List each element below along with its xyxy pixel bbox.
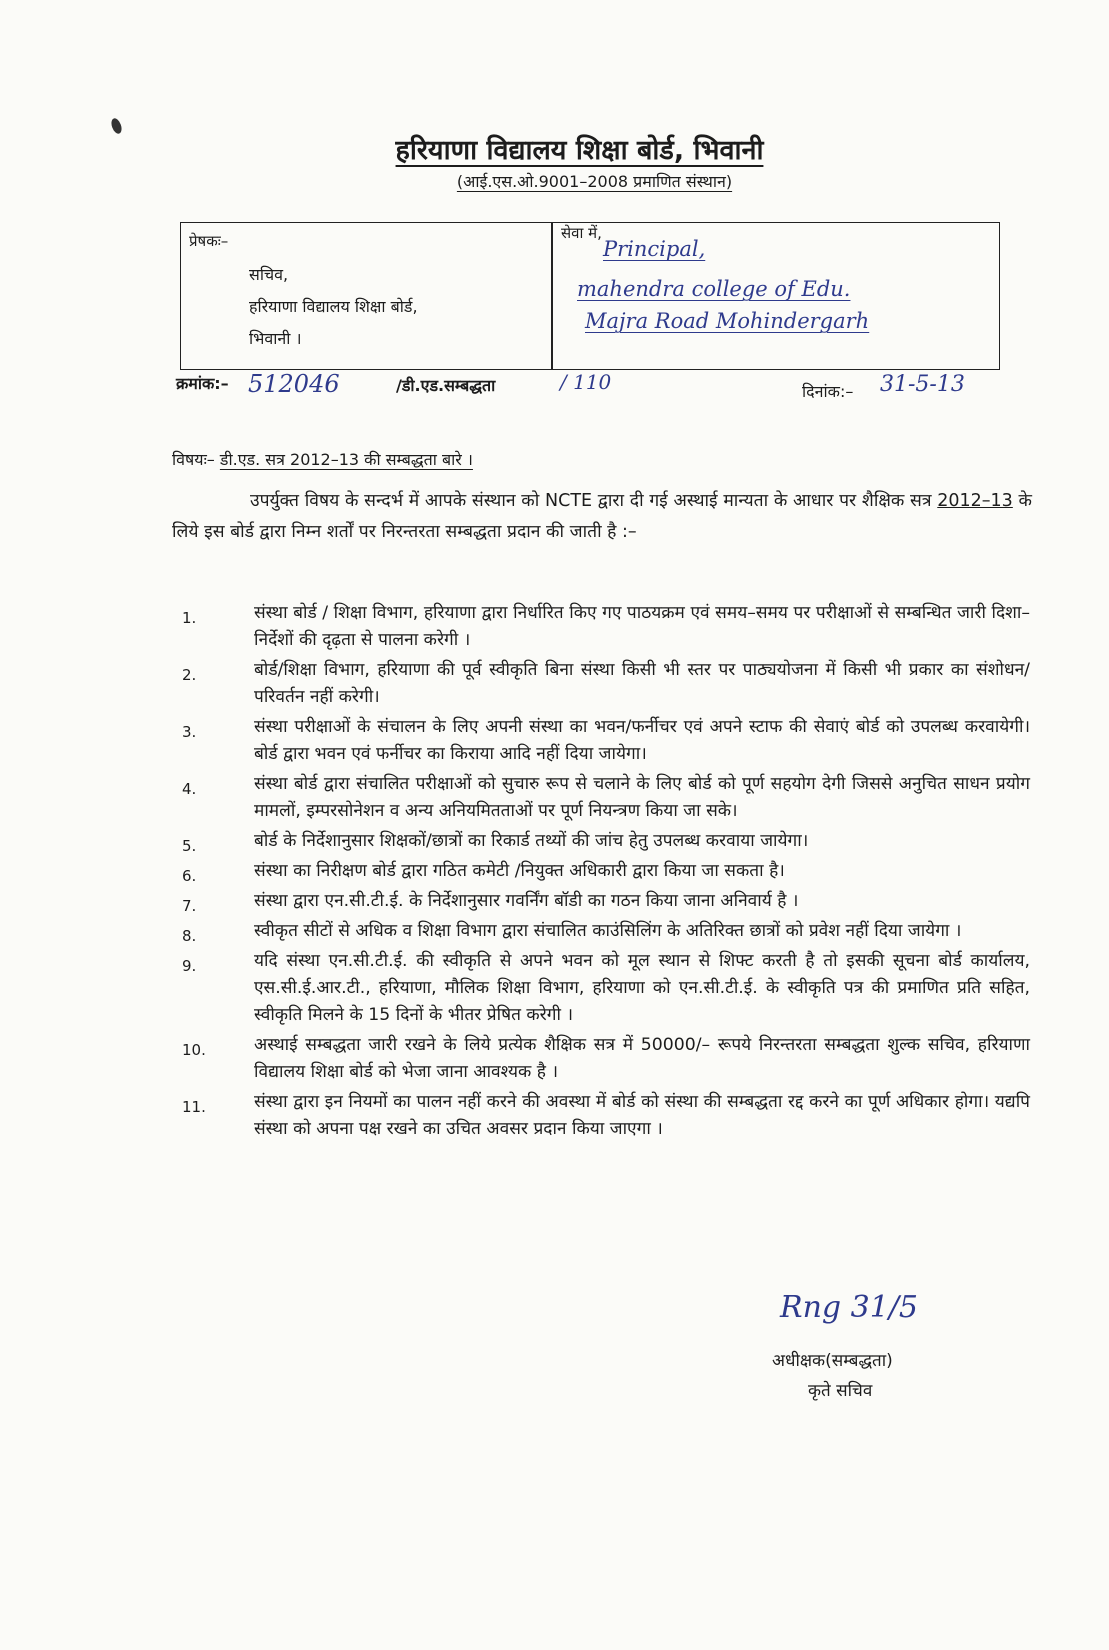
condition-item (170, 771, 1030, 825)
signature: Rng 31/5 (780, 1290, 919, 1325)
sender-line-2: हरियाणा विद्यालय शिक्षा बोर्ड, (249, 297, 418, 316)
condition-number: 2. (182, 666, 197, 684)
condition-text: बोर्ड/शिक्षा विभाग, हरियाणा की पूर्व स्वीकृति बिना संस्था किसी भी स्तर पर पाठ्ययोजना में किसी भी प्रकार का संशोधन/परिवर्तन नहीं करेगी। (254, 660, 1030, 707)
recipient-line-3: Majra Road Mohindergarh (585, 309, 870, 333)
reference-number: 512046 (248, 370, 340, 398)
sender-line-1: सचिव, (249, 265, 289, 284)
condition-number: 5. (182, 837, 197, 855)
board-title: हरियाणा विद्यालय शिक्षा बोर्ड, भिवानी (395, 135, 764, 166)
condition-number: 8. (182, 927, 197, 945)
subject-label: विषयः– (172, 450, 215, 469)
subject-text: डी.एड. सत्र 2012–13 की सम्बद्धता बारे । (219, 450, 473, 469)
reference-label: क्रमांक:– (176, 374, 229, 393)
condition-item (170, 600, 1030, 654)
condition-text: संस्था का निरीक्षण बोर्ड द्वारा गठित कमेटी /नियुक्त अधिकारी द्वारा किया जा सकता है। (254, 861, 785, 881)
subject-line (172, 448, 473, 470)
session-year: 2012–13 (937, 491, 1013, 511)
date-value: 31-5-13 (880, 372, 965, 397)
condition-text: बोर्ड के निर्देशानुसार शिक्षकों/छात्रों का रिकार्ड तथ्यों की जांच हेतु उपलब्ध करवाया जायेगा। (254, 831, 809, 851)
condition-text: संस्था द्वारा इन नियमों का पालन नहीं करने की अवस्था में बोर्ड को संस्था की सम्बद्धता रद्द करने का पूर्ण अधिकार होगा। यद्यपि संस्था को अपना पक्ष रखने का उचित अवसर प्रदान किया जाएगा । (254, 1092, 1030, 1139)
condition-item (170, 1032, 1030, 1086)
condition-text: संस्था द्वारा एन.सी.टी.ई. के निर्देशानुसार गवर्निंग बॉडी का गठन किया जाना अनिवार्य है । (254, 891, 799, 911)
condition-text: संस्था परीक्षाओं के संचालन के लिए अपनी संस्था का भवन/फर्नीचर एवं अपने स्टाफ की सेवाएं बोर्ड को उपलब्ध करवायेगी। बोर्ड द्वारा भवन एवं फर्नीचर का किराया आदि नहीं दिया जायेगा। (254, 717, 1030, 764)
condition-item (170, 948, 1030, 1029)
intro-paragraph: उपर्युक्त विषय के सन्दर्भ में आपके संस्थान को NCTE द्वारा दी गई अस्थाई मान्यता के आधार पर शैक्षिक सत्र 2012–13 के लिये इस बोर्ड द्वारा निम्न शर्तों पर निरन्तरता सम्बद्धता प्रदान की जाती है :– (172, 491, 1032, 542)
condition-item (170, 888, 1030, 915)
reference-suffix: /डी.एड.सम्बद्धता (396, 376, 496, 395)
condition-text: संस्था बोर्ड / शिक्षा विभाग, हरियाणा द्वारा निर्धारित किए गए पाठयक्रम एवं समय–समय पर परीक्षाओं से सम्बन्धित जारी दिशा–निर्देशों की दृढ़ता से पालना करेगी । (254, 603, 1030, 650)
recipient-line-2: mahendra college of Edu. (577, 277, 851, 301)
recipient-label: सेवा में, (561, 224, 602, 242)
address-divider (551, 223, 553, 369)
condition-number: 3. (182, 723, 197, 741)
condition-item (170, 828, 1030, 855)
condition-item (170, 657, 1030, 711)
condition-text: अस्थाई सम्बद्धता जारी रखने के लिये प्रत्येक शैक्षिक सत्र में 50000/– रूपये निरन्तरता सम्बद्धता शुल्क सचिव, हरियाणा विद्यालय शिक्षा बोर्ड को भेजा जाना आवश्यक है । (254, 1035, 1030, 1082)
condition-text: संस्था बोर्ड द्वारा संचालित परीक्षाओं को सुचारु रूप से चलाने के लिए बोर्ड को पूर्ण सहयोग देगी जिससे अनुचित साधन प्रयोग मामलों, इम्परसोनेशन व अन्य अनियमितताओं पर पूर्ण नियन्त्रण किया जा सके। (254, 774, 1030, 821)
reference-mark: / 110 (560, 370, 612, 394)
condition-number: 11. (182, 1098, 206, 1116)
sender-line-3: भिवानी । (249, 329, 302, 348)
iso-subtitle: (आई.एस.ओ.9001–2008 प्रमाणित संस्थान) (456, 172, 733, 191)
condition-number: 10. (182, 1041, 206, 1059)
signatory-on-behalf: कृते सचिव (808, 1381, 873, 1401)
condition-number: 9. (182, 957, 197, 975)
date-label: दिनांक:– (802, 382, 854, 401)
address-box (180, 222, 1000, 370)
condition-text: स्वीकृत सीटों से अधिक व शिक्षा विभाग द्वारा संचालित काउंसिलिंग के अतिरिक्त छात्रों को प्रवेश नहीं दिया जायेगा । (254, 921, 962, 941)
condition-item (170, 918, 1030, 945)
condition-item (170, 1089, 1030, 1143)
condition-number: 4. (182, 780, 197, 798)
condition-number: 7. (182, 897, 197, 915)
condition-text: यदि संस्था एन.सी.टी.ई. की स्वीकृति से अपने भवन को मूल स्थान से शिफ्ट करती है तो इसकी सूचना बोर्ड कार्यालय, एस.सी.ई.आर.टी., हरियाणा, मौलिक शिक्षा विभाग, हरियाणा को एन.सी.टी.ई. के स्वीकृति पत्र की प्रमाणित प्रति सहित, स्वीकृति मिलने के 15 दिनों के भीतर प्रेषित करेगी । (254, 951, 1030, 1025)
recipient-line-1: Principal, (603, 237, 706, 261)
condition-number: 6. (182, 867, 197, 885)
condition-item (170, 858, 1030, 885)
sender-label: प्रेषकः– (189, 232, 229, 250)
conditions-list (170, 600, 1030, 1146)
signatory-designation: अधीक्षक(सम्बद्धता) (772, 1351, 893, 1371)
condition-number: 1. (182, 609, 197, 627)
condition-item (170, 714, 1030, 768)
